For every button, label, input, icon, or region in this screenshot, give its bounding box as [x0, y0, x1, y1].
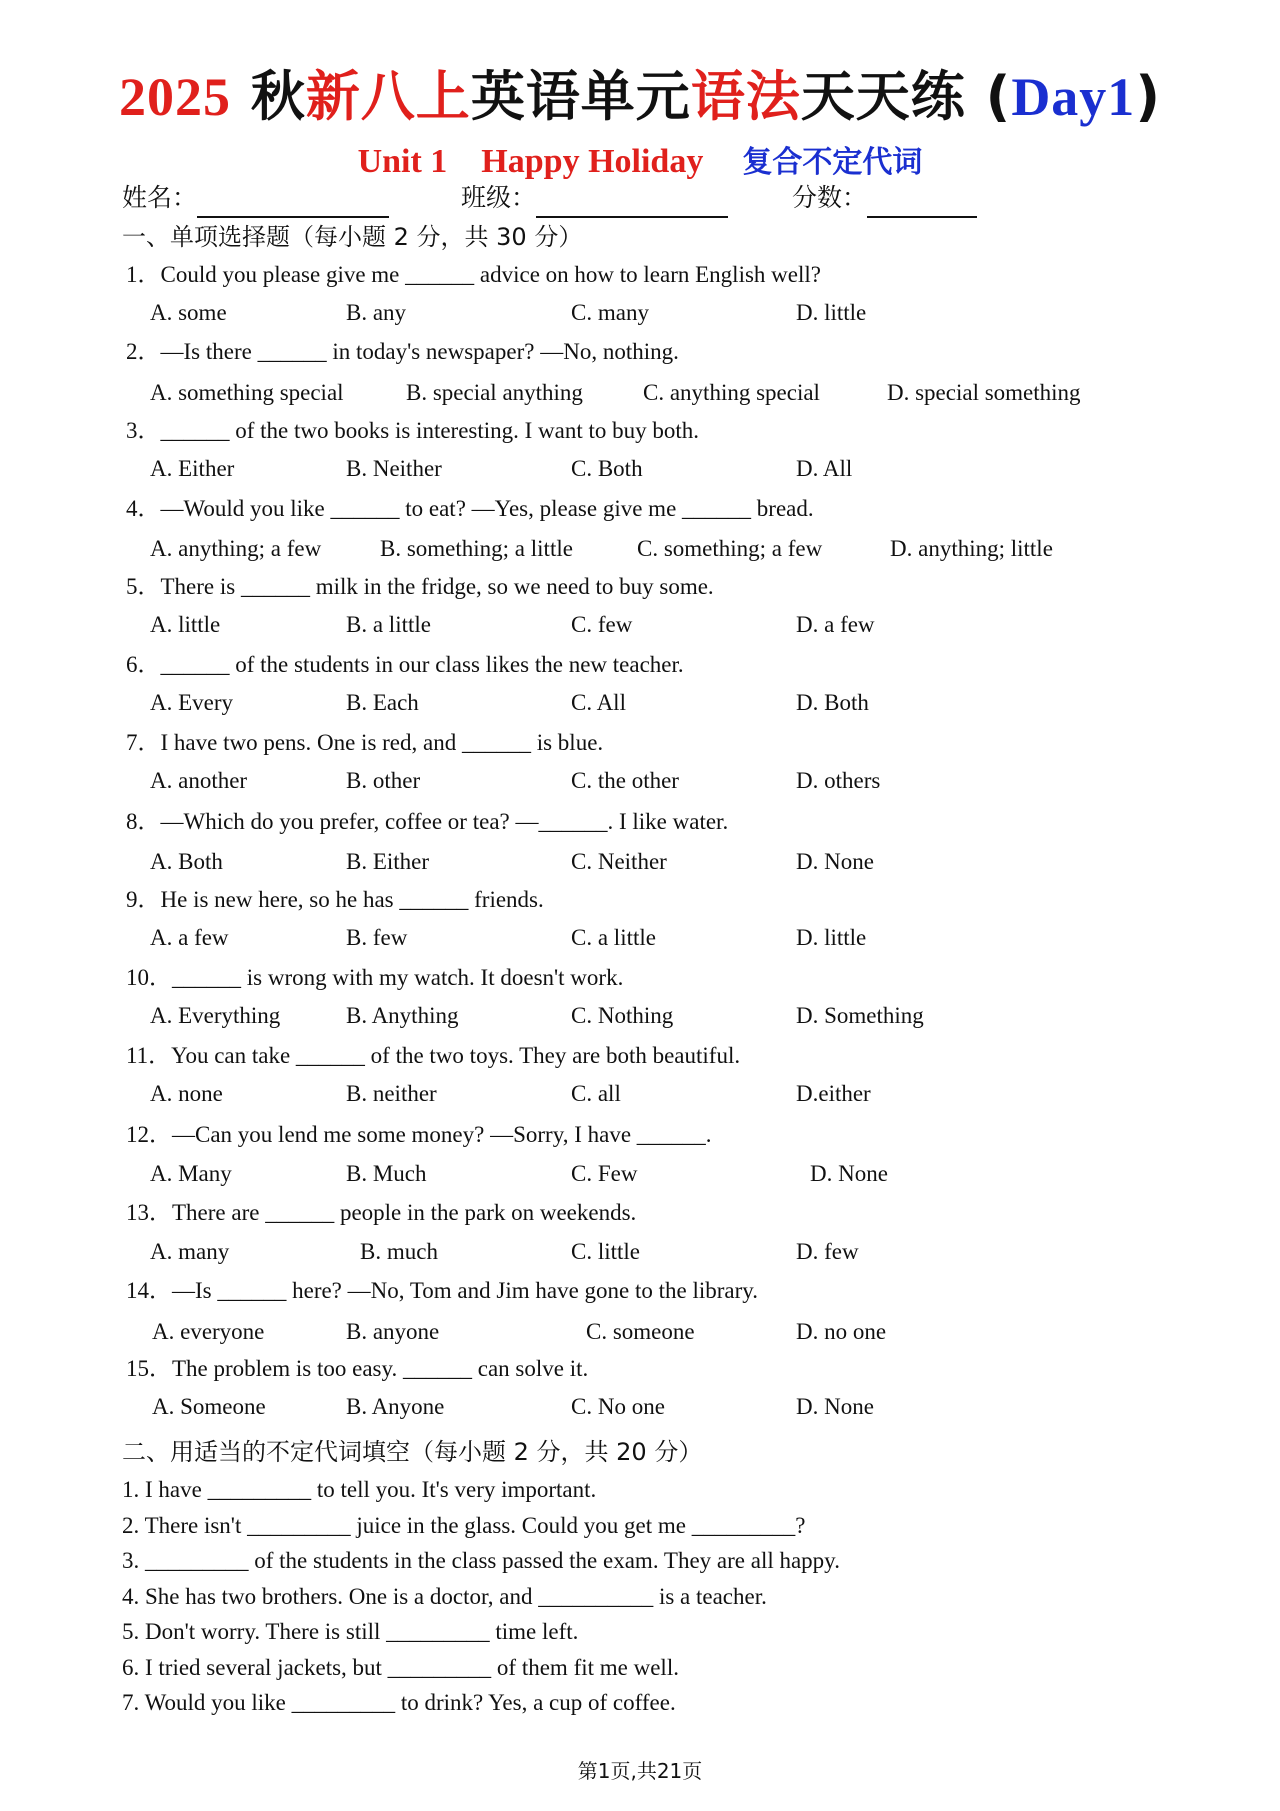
title-paren-open: (	[985, 65, 1012, 128]
question-stem: 6．______ of the students in our class likes the new teacher.	[126, 652, 684, 677]
option-c[interactable]: C. Few	[571, 1161, 638, 1186]
option-b[interactable]: B. much	[360, 1239, 438, 1264]
option-c[interactable]: C. few	[571, 612, 633, 637]
option-a[interactable]: A. Someone	[152, 1394, 266, 1419]
question-stem: 13．There are ______ people in the park on weekends.	[126, 1200, 637, 1225]
option-c[interactable]: C. a little	[571, 925, 656, 950]
option-a[interactable]: A. another	[150, 768, 248, 793]
option-c[interactable]: C. All	[571, 690, 626, 715]
question-options	[150, 1315, 1210, 1349]
page-footer: 第1页,共21页	[577, 1759, 703, 1783]
option-d[interactable]: D. anything; little	[890, 536, 1053, 561]
question-options	[150, 608, 1210, 642]
option-c[interactable]: C. Neither	[571, 849, 667, 874]
option-d[interactable]: D. None	[796, 1394, 874, 1419]
option-c[interactable]: C. No one	[571, 1394, 665, 1419]
question-stem: 3．______ of the two books is interesting. I want to buy both.	[126, 418, 700, 443]
option-a[interactable]: A. many	[150, 1239, 230, 1264]
title-paren-close: )	[1135, 65, 1161, 128]
option-a[interactable]: A. Every	[150, 690, 234, 715]
fill-blank-item: 5. Don't worry. There is still _________ time left.	[122, 1619, 579, 1644]
option-d[interactable]: D. None	[796, 849, 874, 874]
subtitle-topic: 复合不定代词	[742, 145, 923, 180]
question-options	[150, 1157, 1210, 1191]
option-d[interactable]: D. a few	[796, 612, 875, 637]
option-a[interactable]: A. everyone	[152, 1319, 265, 1344]
title-part1: 秋	[250, 65, 306, 128]
question-stem: 5．There is ______ milk in the fridge, so we need to buy some.	[126, 574, 714, 599]
option-b[interactable]: B. something; a little	[380, 536, 573, 561]
question-stem: 11．You can take ______ of the two toys. They are both beautiful.	[126, 1043, 741, 1068]
question-options	[150, 1235, 1210, 1269]
question-options	[150, 532, 1210, 566]
title-year: 2025	[119, 67, 231, 127]
option-c[interactable]: C. anything special	[643, 380, 820, 405]
class-label: 班级：	[460, 183, 536, 212]
option-b[interactable]: B. Anything	[346, 1003, 459, 1028]
option-a[interactable]: A. something special	[150, 380, 344, 405]
question-stem: 2．—Is there ______ in today's newspaper? —No, nothing.	[126, 339, 679, 364]
question-stem: 9．He is new here, so he has ______ friends.	[126, 887, 544, 912]
subtitle-unit: Unit 1 Happy Holiday	[357, 143, 704, 180]
option-a[interactable]: A. anything; a few	[150, 536, 322, 561]
option-d[interactable]: D.either	[796, 1081, 871, 1106]
score-blank[interactable]	[867, 186, 977, 218]
option-a[interactable]: A. Many	[150, 1161, 232, 1186]
option-c[interactable]: C. many	[571, 300, 649, 325]
option-a[interactable]: A. Both	[150, 849, 223, 874]
option-d[interactable]: D. special something	[887, 380, 1081, 405]
name-label: 姓名：	[122, 183, 198, 212]
title-part2: 新八上	[305, 65, 471, 128]
option-b[interactable]: B. special anything	[406, 380, 583, 405]
question-options	[150, 764, 1210, 798]
option-d[interactable]: D. few	[796, 1239, 859, 1264]
fill-blank-item: 1. I have _________ to tell you. It's very important.	[122, 1477, 597, 1502]
question-options	[150, 1077, 1210, 1111]
fill-blank-item: 7. Would you like _________ to drink? Yes, a cup of coffee.	[122, 1690, 676, 1715]
question-stem: 10．______ is wrong with my watch. It doesn't work.	[126, 965, 624, 990]
fill-blank-item: 2. There isn't _________ juice in the glass. Could you get me _________?	[122, 1513, 806, 1538]
question-options	[150, 376, 1210, 410]
option-a[interactable]: A. little	[150, 612, 221, 637]
question-stem: 1．Could you please give me ______ advice on how to learn English well?	[126, 262, 821, 287]
option-b[interactable]: B. other	[346, 768, 421, 793]
option-b[interactable]: B. few	[346, 925, 408, 950]
question-stem: 8．—Which do you prefer, coffee or tea? —______. I like water.	[126, 809, 729, 834]
option-b[interactable]: B. anyone	[346, 1319, 440, 1344]
option-c[interactable]: C. all	[571, 1081, 621, 1106]
question-stem: 14．—Is ______ here? —No, Tom and Jim have gone to the library.	[126, 1278, 759, 1303]
option-d[interactable]: D. no one	[796, 1319, 887, 1344]
student-info-row	[122, 178, 977, 218]
question-stem: 12．—Can you lend me some money? —Sorry, I have ______.	[126, 1122, 712, 1147]
option-c[interactable]: C. Both	[571, 456, 643, 481]
option-b[interactable]: B. Much	[346, 1161, 427, 1186]
option-a[interactable]: A. none	[150, 1081, 223, 1106]
option-c[interactable]: C. the other	[571, 768, 679, 793]
question-stem: 4．—Would you like ______ to eat? —Yes, please give me ______ bread.	[126, 496, 814, 521]
option-b[interactable]: B. Either	[346, 849, 430, 874]
question-stem: 7．I have two pens. One is red, and ______ is blue.	[126, 730, 604, 755]
question-options	[150, 452, 1210, 486]
title-part4: 语法	[690, 65, 801, 128]
option-c[interactable]: C. something; a few	[637, 536, 823, 561]
option-d[interactable]: D. Both	[796, 690, 869, 715]
question-options	[150, 686, 1210, 720]
question-options	[150, 1390, 1210, 1424]
option-d[interactable]: D. little	[796, 300, 867, 325]
option-a[interactable]: A. Everything	[150, 1003, 281, 1028]
fill-blank-item: 4. She has two brothers. One is a doctor, and __________ is a teacher.	[122, 1584, 767, 1609]
option-d[interactable]: D. Something	[796, 1003, 924, 1028]
title-day: Day1	[1011, 67, 1136, 127]
option-d[interactable]: D. None	[810, 1161, 888, 1186]
option-a[interactable]: A. Either	[150, 456, 235, 481]
question-options	[150, 296, 1210, 330]
question-stem: 15．The problem is too easy. ______ can solve it.	[126, 1356, 589, 1381]
fill-blank-item: 6. I tried several jackets, but _________ of them fit me well.	[122, 1655, 679, 1680]
class-blank[interactable]	[536, 186, 728, 218]
option-a[interactable]: A. a few	[150, 925, 229, 950]
section1-heading: 一、单项选择题（每小题 2 分，共 30 分）	[122, 223, 583, 251]
option-a[interactable]: A. some	[150, 300, 227, 325]
title-part5: 天天练	[800, 65, 966, 128]
option-b[interactable]: B. neither	[346, 1081, 437, 1106]
question-options	[150, 845, 1210, 879]
option-c[interactable]: C. someone	[586, 1319, 695, 1344]
fill-blank-item: 3. _________ of the students in the class passed the exam. They are all happy.	[122, 1548, 840, 1573]
option-d[interactable]: D. others	[796, 768, 881, 793]
option-c[interactable]: C. little	[571, 1239, 640, 1264]
option-b[interactable]: B. any	[346, 300, 407, 325]
option-d[interactable]: D. little	[796, 925, 867, 950]
option-b[interactable]: B. Each	[346, 690, 419, 715]
option-b[interactable]: B. Anyone	[346, 1394, 445, 1419]
question-options	[150, 999, 1210, 1033]
name-blank[interactable]	[197, 186, 389, 218]
option-d[interactable]: D. All	[796, 456, 853, 481]
score-label: 分数：	[791, 183, 867, 212]
title-part3: 英语单元	[470, 65, 691, 128]
option-b[interactable]: B. a little	[346, 612, 431, 637]
option-b[interactable]: B. Neither	[346, 456, 442, 481]
question-options	[150, 921, 1210, 955]
page-title	[0, 62, 1280, 132]
section2-heading: 二、用适当的不定代词填空（每小题 2 分，共 20 分）	[122, 1438, 703, 1466]
option-c[interactable]: C. Nothing	[571, 1003, 674, 1028]
